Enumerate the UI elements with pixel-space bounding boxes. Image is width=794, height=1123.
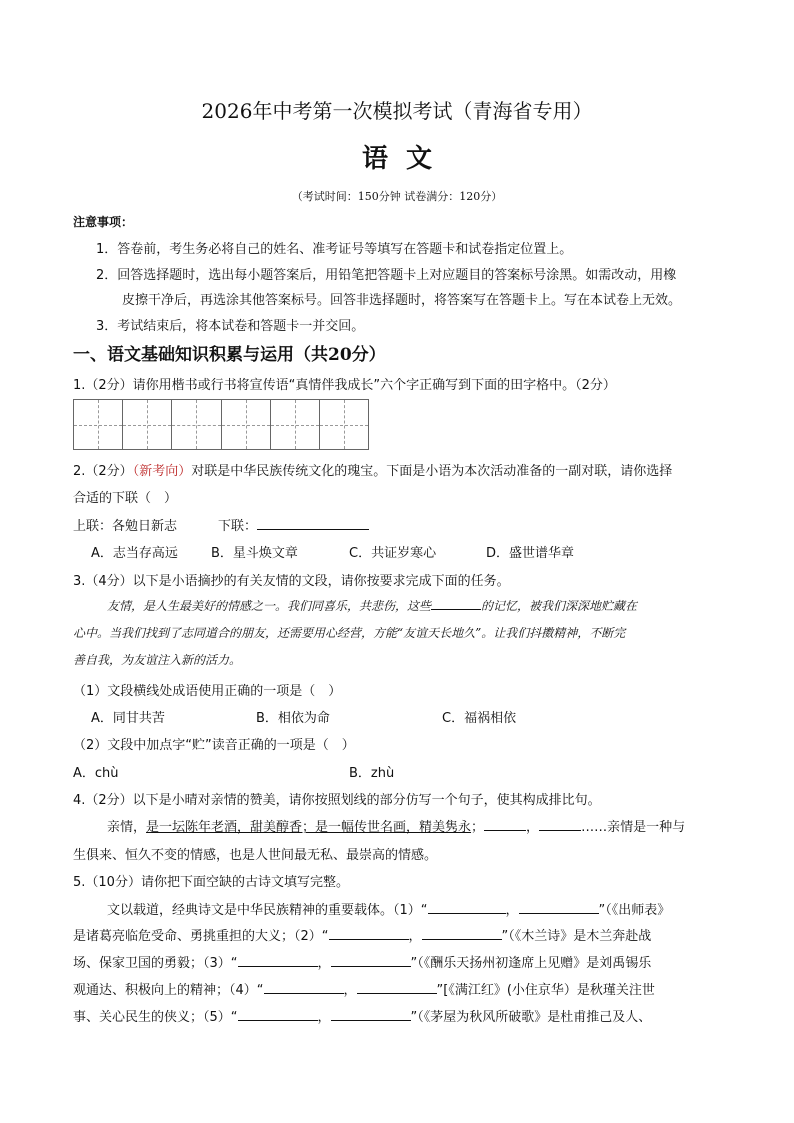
q5-blank-3b[interactable] [331, 954, 411, 967]
q5-blank-3a[interactable] [238, 954, 318, 967]
q5-line-2 [73, 925, 651, 944]
q5-line-3a: 场、保家卫国的勇毅；（3）“ [73, 956, 238, 971]
notice-item-2a: 2．回答选择题时，选出每小题答案后，用铅笔把答题卡上对应题目的答案标号涂黑。如需改动，用橡 [96, 268, 677, 283]
q5-blank-5a[interactable] [238, 1008, 318, 1021]
q4-underlined-sentence: 是一坛陈年老酒，甜美醇香；是一幅传世名画，精美隽永 [146, 820, 472, 835]
q4-line-2: 生俱来、恒久不变的情感，也是人世间最无私、最崇高的情感。 [73, 848, 438, 863]
q4-blank-2[interactable] [539, 818, 581, 831]
q5-line-3 [73, 952, 651, 971]
q3-1-option-b[interactable]: B．相依为命 [256, 711, 330, 726]
writing-grid[interactable] [73, 399, 369, 450]
question-4: 4.（2分）以下是小晴对亲情的赞美，请你按照划线的部分仿写一个句子，使其构成排比句。 [73, 793, 601, 808]
q5-line-2a: 是诸葛亮临危受命、勇挑重担的大义；（2）“ [73, 929, 329, 944]
subject-title: 语文 [361, 144, 450, 174]
grid-cell[interactable] [221, 400, 270, 449]
q2-option-a[interactable]: A．志当存高远 [91, 546, 178, 561]
q5-blank-4a[interactable] [264, 981, 344, 994]
couplet-upper: 上联：各勉日新志 [73, 519, 178, 534]
q3-passage-blank[interactable] [431, 597, 481, 610]
couplet-lower-label: 下联： [218, 519, 258, 534]
q4-line-1a: 亲情， [107, 820, 147, 835]
q5-line-1b: ， [505, 903, 519, 918]
q4-line-1b: ； [471, 820, 485, 835]
grid-cell[interactable] [270, 400, 319, 449]
q3-passage-1a: 友情，是人生最美好的情感之一。我们同喜乐，共悲伤，这些 [107, 599, 432, 613]
grid-cell[interactable] [122, 400, 171, 449]
q5-line-3c: ”（《酬乐天扬州初逢席上见赠》是刘禹锡乐 [410, 956, 652, 971]
q5-line-4a: 观通达、积极向上的精神；（4）“ [73, 983, 264, 998]
q3-subquestion-2: （2）文段中加点字“贮”读音正确的一项是（ ） [73, 738, 355, 753]
q3-1-option-c[interactable]: C．福祸相依 [442, 711, 517, 726]
exam-title: 2026年中考第一次模拟考试（青海省专用） [201, 99, 593, 123]
q3-passage-line-1 [107, 597, 637, 614]
section-1-title: 一、语文基础知识积累与运用（共20分） [73, 345, 386, 365]
q4-line-1c: ， [526, 820, 540, 835]
q5-line-1a: 文以载道，经典诗文是中华民族精神的重要载体。（1）“ [107, 903, 428, 918]
new-trend-tag: （新考向） [132, 464, 192, 479]
q5-line-1 [107, 899, 670, 918]
notice-item-1: 1．答卷前，考生务必将自己的姓名、准考证号等填写在答题卡和试卷指定位置上。 [96, 242, 573, 257]
q5-blank-1b[interactable] [519, 901, 599, 914]
q5-blank-2a[interactable] [329, 927, 409, 940]
q5-line-4b: ， [343, 983, 357, 998]
question-2-line-1 [73, 460, 672, 479]
question-2-line-2: 合适的下联（ ） [73, 491, 178, 506]
q2-option-c[interactable]: C．共证岁寒心 [349, 546, 437, 561]
q5-blank-4b[interactable] [357, 981, 437, 994]
couplet-lower [218, 515, 369, 534]
q4-line-1d: ……亲情是一种与 [581, 820, 686, 835]
q5-blank-1a[interactable] [428, 901, 506, 914]
q5-line-5b: ， [317, 1010, 331, 1025]
notice-item-3: 3．考试结束后，将本试卷和答题卡一并交回。 [96, 319, 365, 334]
q3-1-option-a[interactable]: A．同甘共苦 [91, 711, 165, 726]
q2-option-d[interactable]: D．盛世谱华章 [486, 546, 575, 561]
question-3: 3.（4分）以下是小语摘抄的有关友情的文段，请你按要求完成下面的任务。 [73, 574, 510, 589]
notice-item-2b: 皮擦干净后，再选涂其他答案标号。回答非选择题时，将答案写在答题卡上。写在本试卷上无效。 [122, 293, 682, 308]
q5-line-1c: ”（《出师表》 [598, 903, 671, 918]
question-5: 5.（10分）请你把下面空缺的古诗文填写完整。 [73, 875, 349, 890]
q3-2-option-a[interactable]: A．chù [73, 766, 119, 781]
q3-2-option-b[interactable]: B．zhù [349, 766, 395, 781]
grid-cell[interactable] [74, 400, 122, 449]
q3-passage-line-3: 善自我，为友谊注入新的活力。 [73, 653, 242, 667]
q5-line-5 [73, 1006, 651, 1025]
q3-passage-line-2: 心中。当我们找到了志同道合的朋友，还需要用心经营，方能“友谊天长地久”。让我们抖擞精神，不断完 [73, 626, 626, 640]
q3-subquestion-1: （1）文段横线处成语使用正确的一项是（ ） [73, 684, 342, 699]
q5-line-2b: ， [408, 929, 422, 944]
q3-passage-1b: 的记忆，被我们深深地贮藏在 [481, 599, 638, 613]
q4-line-1 [107, 816, 685, 835]
notice-title: 注意事项： [73, 215, 134, 229]
q5-line-3b: ， [317, 956, 331, 971]
couplet-lower-blank[interactable] [257, 517, 369, 530]
exam-info: （考试时间：150分钟 试卷满分：120分） [291, 190, 503, 203]
grid-cell[interactable] [319, 400, 368, 449]
q5-blank-5b[interactable] [331, 1008, 411, 1021]
q5-line-5c: ”（《茅屋为秋风所破歌》是杜甫推己及人、 [410, 1010, 652, 1025]
question-2-prefix: 2.（2分） [73, 464, 133, 479]
question-2-text: 对联是中华民族传统文化的瑰宝。下面是小语为本次活动准备的一副对联，请你选择 [191, 464, 673, 479]
q5-blank-2b[interactable] [422, 927, 502, 940]
q4-blank-1[interactable] [484, 818, 526, 831]
q5-line-5a: 事、关心民生的侠义；（5）“ [73, 1010, 238, 1025]
question-1: 1.（2分）请你用楷书或行书将宣传语“真情伴我成长”六个字正确写到下面的田字格中。（2分） [73, 378, 616, 393]
grid-cell[interactable] [171, 400, 220, 449]
q5-line-2c: ”（《木兰诗》是木兰奔赴战 [501, 929, 652, 944]
q5-line-4c: ”[《满江红》(小住京华）是秋瑾关注世 [436, 983, 655, 998]
q2-option-b[interactable]: B．星斗焕文章 [211, 546, 298, 561]
q5-line-4 [73, 979, 655, 998]
